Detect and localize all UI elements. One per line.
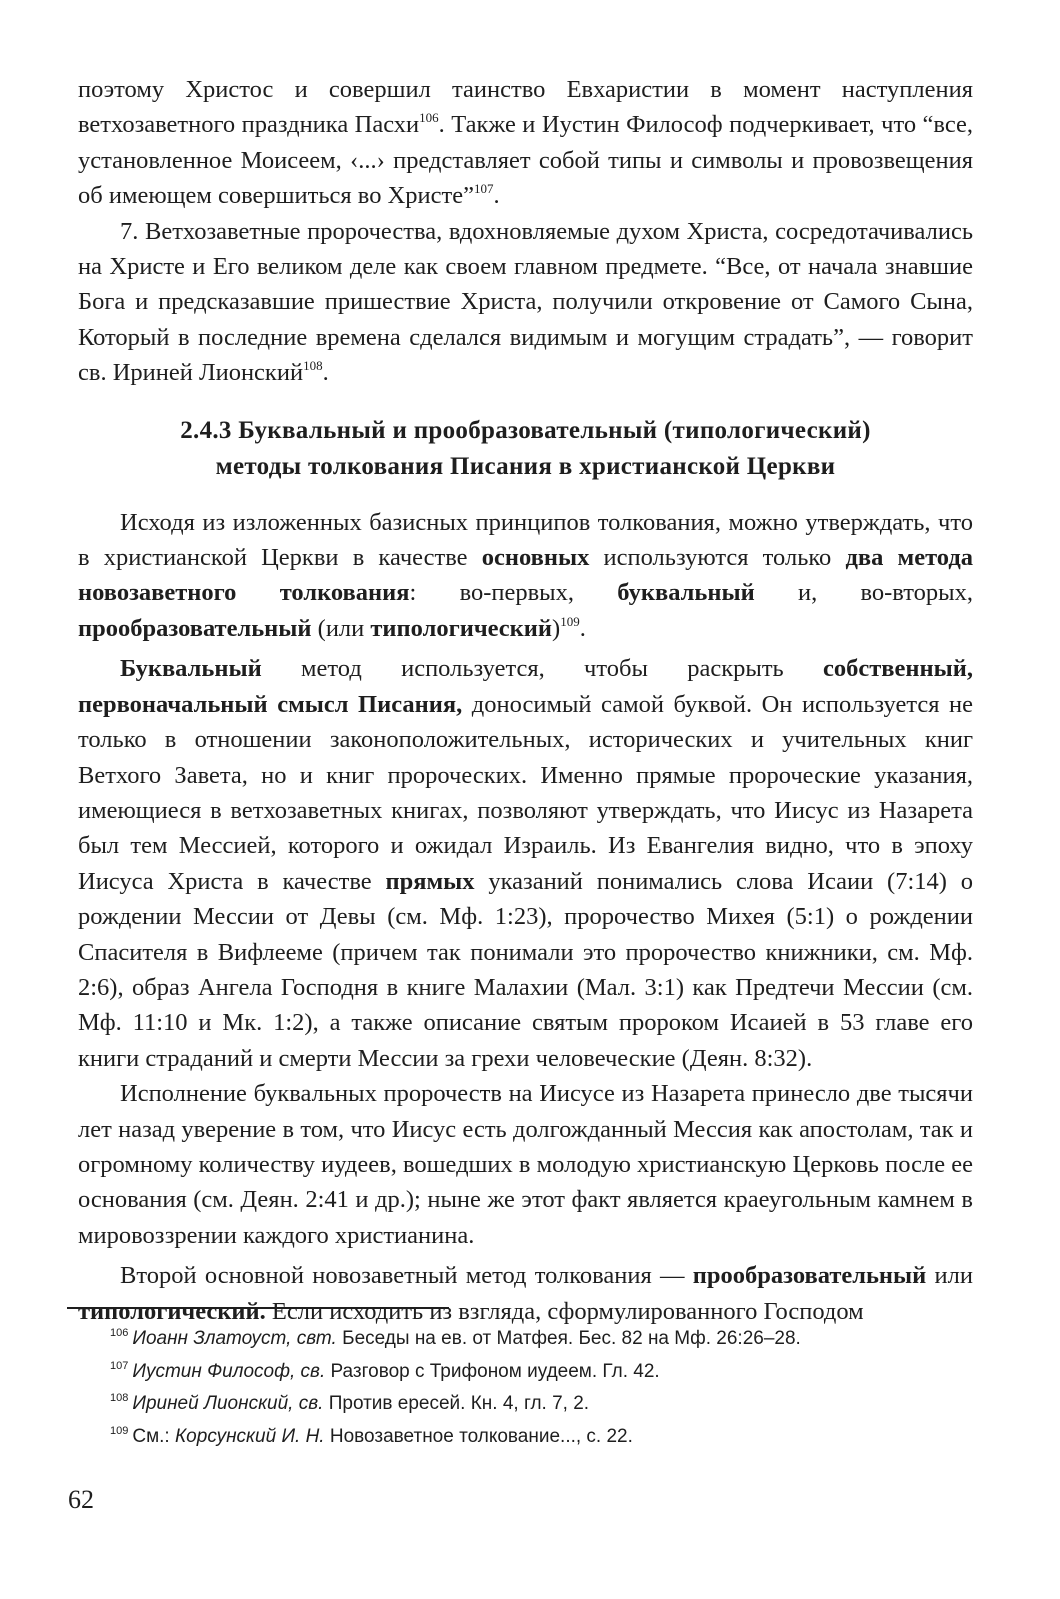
footnote-prefix: См.:	[132, 1425, 175, 1447]
bold-run: буквальный	[617, 579, 755, 607]
page-number: 62	[68, 1485, 94, 1514]
paragraph-fulfillment	[78, 1076, 973, 1253]
footnote-text: Новозаветное толкование..., с. 22.	[324, 1425, 633, 1447]
footnote-107	[110, 1356, 990, 1389]
text-run: доносимый самой буквой. Он используется не только в отношении законоположительных, исторических и учительных книг Ветхого Завета, но и книг пророческих. Именно прямые пророческие указания, имеющиеся в ветхозаветных книгах, позволяют утверждать, что Иисус из Назарета был тем Мессией, которого и ожидал Израиль. Из Евангелия видно, что в эпоху Иисуса Христа в качестве	[78, 690, 973, 895]
footnote-number: 107	[110, 1359, 129, 1372]
footnote-author: Ириней Лионский, св.	[132, 1393, 324, 1414]
text-run: .	[493, 182, 500, 210]
footnote-ref-106[interactable]: 106	[419, 110, 439, 126]
text-run: . Также и Иустин Философ подчеркивает, что “все, установленное Моисеем, ‹...› представляет собой типы и символы и провозвещения об имеющем совершиться во Христе”	[78, 111, 974, 210]
footnote-number: 108	[110, 1392, 129, 1404]
text-run: Исходя из изложенных базисных принципов толкования, можно утверждать, что в христианской Церкви в качестве	[78, 508, 973, 572]
section-heading	[78, 413, 973, 485]
text-run: )	[552, 614, 561, 642]
footnote-ref-108[interactable]: 108	[303, 358, 323, 374]
bold-run: собственный, первоначальный смысл Писания,	[78, 655, 973, 718]
text-run: (или	[311, 614, 371, 642]
footnote-author: Иустин Философ, св.	[132, 1360, 326, 1382]
footnote-text: Против ересей. Кн. 4, гл. 7, 2.	[323, 1393, 590, 1414]
footnote-author: Иоанн Златоуст, свт.	[132, 1328, 337, 1349]
main-text	[78, 72, 973, 1329]
paragraph-7	[78, 214, 973, 391]
bold-run: основных	[481, 544, 590, 572]
paragraph-typological-method	[78, 1258, 973, 1329]
paragraph-methods	[78, 505, 973, 647]
bold-run: прямых	[385, 867, 475, 895]
footnote-text: Беседы на ев. от Матфея. Бес. 82 на Мф. 26:26–28.	[336, 1328, 801, 1349]
footnote-number: 109	[110, 1424, 129, 1437]
bold-run: два метода новозаветного толкования	[78, 544, 973, 607]
bold-run: типологический	[370, 614, 553, 642]
footnote-author: Корсунский И. Н.	[174, 1425, 325, 1447]
text-run: поэтому Христос и совершил таинство Евхаристии в момент наступления ветхозаветного праздника Пасхи	[78, 76, 973, 139]
footnote-109	[110, 1421, 990, 1454]
heading-line-2: методы толкования Писания в христианской Церкви	[215, 452, 836, 480]
text-run: Второй основной новозаветный метод толкования —	[120, 1262, 693, 1290]
footnote-ref-109[interactable]: 109	[560, 613, 580, 629]
text-run: .	[579, 614, 586, 642]
paragraph-continued	[78, 72, 973, 214]
text-run: .	[322, 359, 329, 387]
text-run: Если исходить из взгляда, сформулированного Господом	[265, 1297, 864, 1325]
bold-run: прообразовательный	[692, 1262, 927, 1290]
footnotes	[110, 1323, 990, 1453]
paragraph-literal-method	[78, 651, 973, 1076]
bold-run: типологический.	[78, 1297, 266, 1325]
footnote-106	[110, 1323, 990, 1356]
text-run: : во-первых,	[409, 579, 618, 607]
text-run: и, во-вторых,	[754, 579, 973, 607]
footnote-108	[110, 1388, 990, 1421]
text-run: Исполнение буквальных пророчеств на Иисусе из Назарета принесло две тысячи лет назад уверение в том, что Иисус есть долгожданный Мессия как апостолам, так и огромному количеству иудеев, вошедших в молодую христианскую Церковь после ее основания (см. Деян. 2:41 и др.); ныне же этот факт является краеугольным камнем в мировоззрении каждого христианина.	[78, 1080, 973, 1249]
bold-run: прообразовательный	[78, 614, 312, 642]
footnote-text: Разговор с Трифоном иудеем. Гл. 42.	[325, 1360, 660, 1382]
footnote-separator	[67, 1307, 449, 1309]
text-run: 7. Ветхозаветные пророчества, вдохновляемые духом Христа, сосредотачивались на Христе и Его великом деле как своем главном предмете. “Все, от начала знавшие Бога и предсказавшие пришествие Христа, получили откровение от Самого Сына, Который в последние времена сделался видимым и могущим страдать”, — говорит св. Ириней Лионский	[78, 217, 973, 387]
footnote-ref-107[interactable]: 107	[473, 181, 494, 197]
text-run: используются только	[589, 544, 846, 572]
text-run: указаний понимались слова Исаии (7:14) о рождении Мессии от Девы (см. Мф. 1:23), пророчество Михея (5:1) о рождении Спасителя в Вифлееме (причем так понимали это пророчество книжники, см. Мф. 2:6), образ Ангела Господня в книге Малахии (Мал. 3:1) как Предтечи Мессии (см. Мф. 11:10 и Мк. 1:2), а также описание святым пророком Исаией в 53 главе его книги страданий и смерти Мессии за грехи человеческие (Деян. 8:32).	[78, 867, 973, 1072]
heading-line-1: 2.4.3 Буквальный и прообразовательный (типологический)	[180, 416, 871, 444]
bold-run: Буквальный	[120, 655, 262, 683]
footnote-number: 106	[110, 1327, 129, 1339]
text-run: метод используется, чтобы раскрыть	[261, 655, 823, 683]
text-run: или	[926, 1262, 973, 1290]
